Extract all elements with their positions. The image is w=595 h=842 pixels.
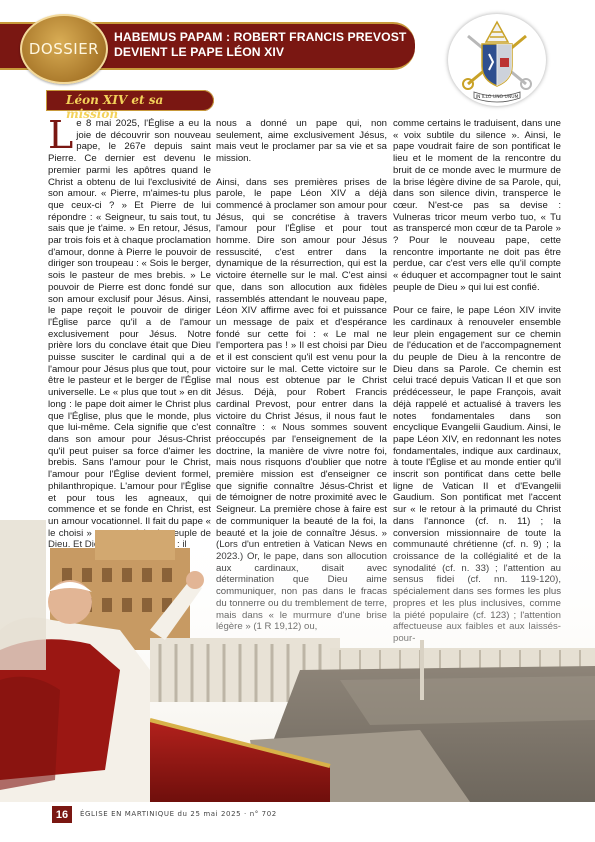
headline-line-2: DEVIENT LE PAPE LÉON XIV xyxy=(114,45,285,59)
page-number: 16 xyxy=(52,806,72,823)
publication-footer: ÉGLISE EN MARTINIQUE du 25 mai 2025 · n° 702 xyxy=(80,810,277,818)
papal-coat-of-arms xyxy=(448,14,546,106)
article-column-1 xyxy=(48,113,211,563)
paragraph: comme certains le traduisent, dans une « voix subtile du silence ». Ainsi, le pape voudrait faire de son pontificat le lieu et le moment de la rencontre du bruit de ce monde avec le murmure de la brise légère divine de sa Parole, qui, dans son silence divin, transperce le cœur. N'est-ce pas sa devise : Vulneras tricor meum verbo tuo, « Tu as transpercé mon cœur de ta Parole » ? Pour le nouveau pape, cette rencontre importante ne doit pas être perdue, car c'est vers elle qu'il compte « éduquer et accompagner tout le saint peuple de Dieu » qui lui est confié. xyxy=(393,118,561,293)
paragraph: Pour ce faire, le pape Léon XIV invite les cardinaux à renouveler ensemble leur plein engagement sur ce chemin de l'éducation et de l'accompagnement du peuple de Dieu à la rencontre de Dieu dans sa Parole. Ce chemin est celui tracé depuis Vatican II et que son prédécesseur, le pape François, avait déjà rappelé et actualisé à travers les notes fondamentales dans son encyclique Evangelii Gaudium. Ainsi, le pape Léon XIV, en redonnant les notes fondamentales, indique aux cardinaux, à toute l'Église et au monde entier qu'il inscrit son pontificat dans cette belle ligne de Vatican II et d'Evangelii Gaudium. Son pontificat met l'accent sur « le retour à la primauté du Christ xyxy=(393,305,561,516)
paragraph: Ainsi, dans ses premières prises de parole, le pape Léon XIV a déjà commencé à proclamer son amour pour Jésus, qui se concrétise à travers l'amour pour l'Église et pour tout homme. Dire son amour pour Jésus ressuscité, c'est entrer dans la dynamique de la résurrection, qui est la victoire éternelle sur le mal. C'est ainsi que, dans son allocution aux fidèles rassemblés attendant le nouveau pape, Léon XIV affirme avec foi et puissance un message de paix et d'espérance fondé sur cette foi : « Le mal ne l'emportera pas ! » Il est choisi par Dieu et il est conscient qu'il est venu pour la victoire sur le mal. Cette victoire sur le mal nous est obtenue par le Christ Jésus. Déjà, pour Robert Francis cardinal Prevost, pour entrer dans la victoire du Christ Jésus, il nous faut le connaître : « Nous sommes souvent préoccupés par l'enseignement de la doctrine, la manière de vivre notre foi, mais nous risquons d'oublier que notre première mission est d'enseigner ce que signifie connaître Jésus-Christ et de témoigner de notre proximité avec le Seigneur. La première chose à faire est xyxy=(216,176,387,516)
paragraph-text: e 8 mai 2025, l'Église a eu la joie de découvrir son nouveau pape, le 267e depuis saint Pierre. Ce dernier est devenu le premier parmi les apôtres quand le Christ a obtenu de lui l'exclusivité de son amour. « Pierre, m'aimes-tu plus que ceux-ci ? » Et Pierre de lui répondre : « Seigneur, tu sais tout, tu sais que je t'aime. » En retour, Jésus, par trois fois et à chaque proclamation d'amour, donne à Pierre le pouvoir de diriger son troupeau : « Sois le berger, sois le pasteur de mes brebis. » Le pouvoir de Pierre est donc fondé sur son amour exclusif pour Jésus. Ainsi, le pape reçoit le pouvoir de diriger l'Église parce qu'il a de l'amour exclusivement pour Jésus. Notre prière lors du conclave était que Dieu puisse susciter le cardinal qui a de l'amour pour Jésus plus que tout, pour être le pasteur et le berger de l'Église universelle. Le « plus que tout » en dit long : le pape doit aimer le Christ plus que l'Église, plus que le monde, plus que lui-même. Cela signifie que c'est dans son amour pour Jésus-Christ qu'il peut puiser sa force d'aimer les brebis. Sans l'amour pour le Christ, l'amour pour l'Église devient formel, philanthropique. L'amour pour l'Église et pour tous les agneaux, qui commence et se fonde en Christ, est xyxy=(48,118,211,516)
crest-motto: IN ILLO UNO UNUM xyxy=(475,95,519,100)
drop-cap: L xyxy=(48,113,74,157)
headline-line-1: HABEMUS PAPAM : ROBERT FRANCIS PREVOST xyxy=(114,30,407,44)
page-title xyxy=(114,30,414,60)
paragraph xyxy=(48,113,211,551)
coat-of-arms-icon xyxy=(448,14,546,106)
dossier-label: DOSSIER xyxy=(28,40,100,58)
paragraph: nous a donné un pape qui, non seulement, aime exclusivement Jésus, mais veut le proclamer par sa vie et sa mission. xyxy=(216,118,387,165)
dossier-badge xyxy=(20,14,108,84)
pope-balcony-photo xyxy=(0,520,595,802)
section-tag xyxy=(46,90,214,121)
section-tag-label: Léon XIV et sa mission xyxy=(66,93,164,121)
